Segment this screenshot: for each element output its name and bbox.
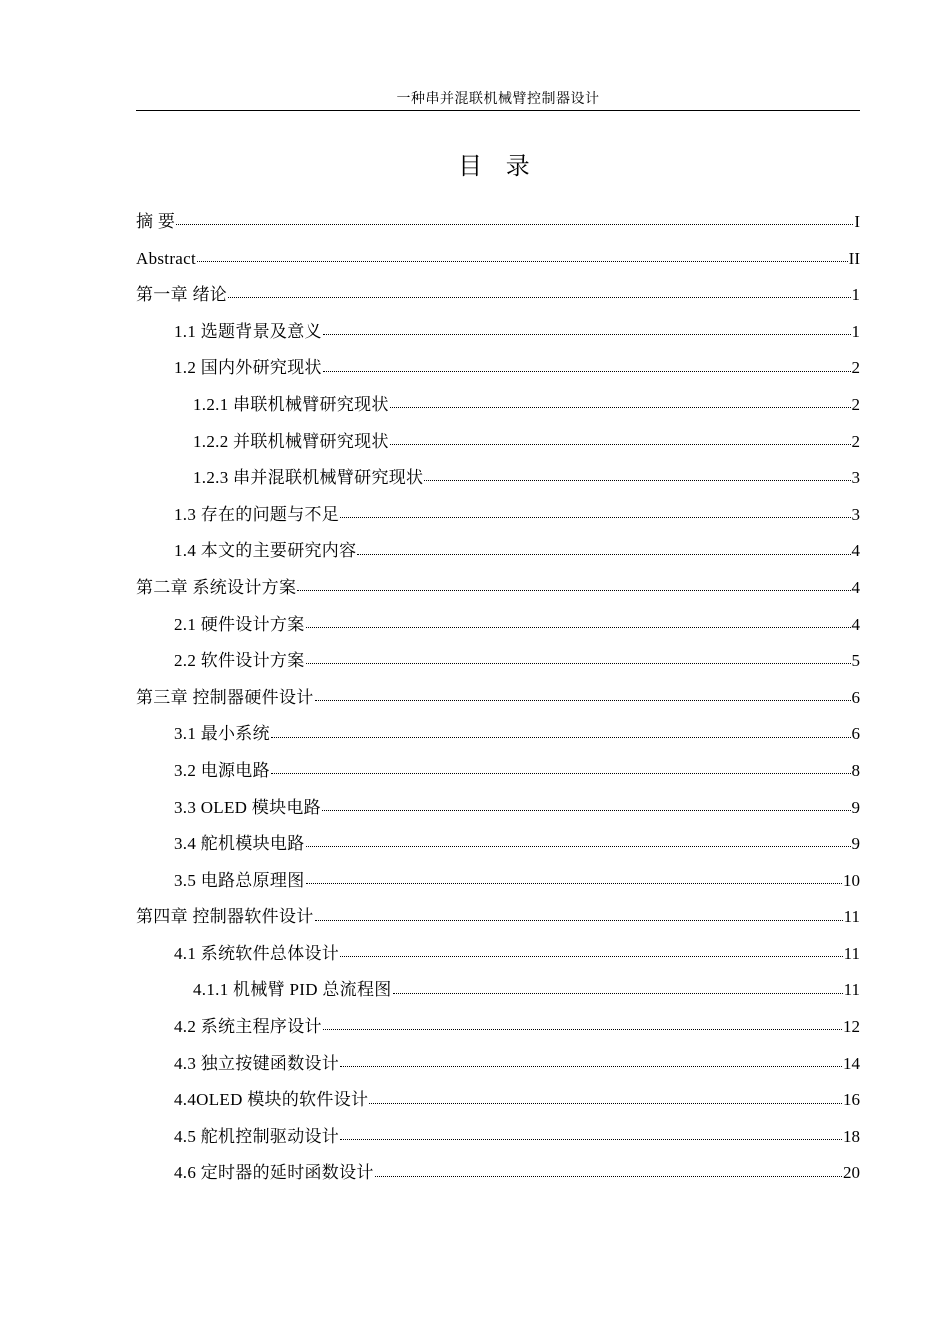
toc-entry-page-number: 2	[851, 394, 860, 414]
toc-entry-page-number: 6	[851, 724, 860, 744]
toc-entry[interactable]	[136, 460, 860, 497]
toc-dot-leader	[390, 406, 851, 408]
toc-entry-page-number: 1	[851, 321, 860, 341]
toc-entry-label: 第三章 控制器硬件设计	[136, 687, 314, 707]
toc-entry-page-number: 16	[843, 1090, 860, 1110]
toc-entry[interactable]	[136, 204, 860, 241]
toc-dot-leader	[228, 296, 850, 298]
toc-dot-leader	[322, 809, 851, 811]
toc-entry-page-number: 4	[851, 614, 860, 634]
toc-entry-label: 3.2 电源电路	[174, 760, 270, 780]
toc-entry[interactable]	[136, 826, 860, 863]
toc-entry[interactable]	[136, 1009, 860, 1046]
toc-entry-label: 4.2 系统主程序设计	[174, 1017, 322, 1037]
toc-dot-leader	[297, 589, 850, 591]
toc-entry-page-number: 11	[843, 980, 860, 1000]
toc-entry-label: 3.1 最小系统	[174, 724, 270, 744]
toc-entry[interactable]	[136, 314, 860, 351]
header-title: 一种串并混联机械臂控制器设计	[396, 92, 600, 107]
toc-dot-leader	[393, 992, 843, 994]
toc-entry-page-number: 3	[851, 504, 860, 524]
toc-entry-label: 4.6 定时器的延时函数设计	[174, 1163, 374, 1183]
toc-entry-label: 摘 要	[136, 212, 176, 231]
toc-dot-leader	[306, 626, 851, 628]
toc-entry-page-number: 4	[851, 577, 860, 597]
toc-entry-label: 1.1 选题背景及意义	[174, 321, 322, 341]
toc-entry-page-number: 14	[843, 1053, 860, 1073]
toc-entry[interactable]	[136, 1155, 860, 1192]
toc-entry-page-number: 11	[843, 943, 860, 963]
toc-entry-label: 2.1 硬件设计方案	[174, 614, 305, 634]
toc-dot-leader	[271, 736, 851, 738]
toc-entry-page-number: 11	[843, 907, 860, 927]
toc-dot-leader	[357, 553, 850, 555]
toc-dot-leader	[323, 1028, 842, 1030]
toc-entry[interactable]	[136, 424, 860, 461]
toc-entry[interactable]	[136, 497, 860, 534]
toc-entry[interactable]	[136, 643, 860, 680]
toc-dot-leader	[271, 772, 851, 774]
toc-entry[interactable]	[136, 570, 860, 607]
toc-dot-leader	[390, 443, 851, 445]
toc-dot-leader	[340, 1065, 842, 1067]
toc-entry[interactable]	[136, 716, 860, 753]
toc-entry-page-number: I	[854, 212, 860, 231]
toc-entry[interactable]	[136, 863, 860, 900]
toc-entry-label: 1.2.2 并联机械臂研究现状	[193, 431, 389, 451]
toc-dot-leader	[197, 260, 848, 262]
toc-entry[interactable]	[136, 899, 860, 936]
toc-entry-page-number: 8	[851, 760, 860, 780]
toc-entry-page-number: 12	[843, 1017, 860, 1037]
toc-entry-label: 1.2.3 串并混联机械臂研究现状	[193, 468, 424, 488]
toc-entry-label: 3.4 舵机模块电路	[174, 834, 305, 854]
toc-entry-label: 第四章 控制器软件设计	[136, 907, 314, 927]
toc-dot-leader	[306, 662, 851, 664]
toc-entry[interactable]	[136, 972, 860, 1009]
toc-dot-leader	[315, 699, 851, 701]
toc-entry[interactable]	[136, 607, 860, 644]
toc-entry[interactable]	[136, 1082, 860, 1119]
toc-dot-leader	[323, 370, 851, 372]
toc-entry-label: 3.5 电路总原理图	[174, 870, 305, 890]
toc-dot-leader	[375, 1175, 842, 1177]
toc-entry-page-number: II	[848, 248, 860, 268]
toc-entry-page-number: 10	[843, 870, 860, 890]
toc-entry-page-number: 2	[851, 358, 860, 378]
toc-title: 目 录	[458, 152, 538, 180]
toc-entry-page-number: 6	[851, 687, 860, 707]
table-of-contents	[136, 204, 860, 1192]
toc-entry-label: Abstract	[136, 248, 196, 268]
toc-entry[interactable]	[136, 350, 860, 387]
toc-entry-label: 1.4 本文的主要研究内容	[174, 541, 357, 561]
toc-entry-label: 4.1.1 机械臂 PID 总流程图	[193, 980, 392, 1000]
toc-entry-page-number: 9	[851, 834, 860, 854]
toc-entry-label: 2.2 软件设计方案	[174, 651, 305, 671]
toc-dot-leader	[340, 1138, 842, 1140]
toc-entry-page-number: 4	[851, 541, 860, 561]
toc-entry-label: 1.2 国内外研究现状	[174, 358, 322, 378]
toc-entry[interactable]	[136, 277, 860, 314]
toc-dot-leader	[340, 955, 843, 957]
toc-entry-label: 第二章 系统设计方案	[136, 577, 297, 597]
toc-entry[interactable]	[136, 1046, 860, 1083]
toc-dot-leader	[369, 1102, 842, 1104]
toc-entry[interactable]	[136, 533, 860, 570]
toc-dot-leader	[176, 223, 853, 225]
toc-entry-label: 4.5 舵机控制驱动设计	[174, 1126, 340, 1146]
toc-entry[interactable]	[136, 936, 860, 973]
toc-entry-page-number: 1	[851, 285, 860, 305]
toc-entry-label: 第一章 绪论	[136, 285, 228, 305]
toc-entry[interactable]	[136, 1119, 860, 1156]
toc-dot-leader	[323, 333, 851, 335]
toc-entry-label: 3.3 OLED 模块电路	[174, 797, 321, 817]
toc-dot-leader	[315, 919, 843, 921]
toc-entry-page-number: 3	[851, 468, 860, 488]
toc-entry-label: 1.2.1 串联机械臂研究现状	[193, 394, 389, 414]
toc-entry-page-number: 9	[851, 797, 860, 817]
toc-dot-leader	[340, 516, 850, 518]
toc-entry[interactable]	[136, 241, 860, 278]
toc-entry-label: 4.4OLED 模块的软件设计	[174, 1090, 369, 1110]
toc-entry-page-number: 2	[851, 431, 860, 451]
toc-dot-leader	[306, 845, 851, 847]
toc-entry-label: 4.1 系统软件总体设计	[174, 943, 340, 963]
toc-dot-leader	[306, 882, 843, 884]
page-header	[136, 90, 860, 111]
toc-entry[interactable]	[136, 680, 860, 717]
toc-entry[interactable]	[136, 387, 860, 424]
toc-entry-page-number: 5	[851, 651, 860, 671]
toc-entry[interactable]	[136, 790, 860, 827]
toc-entry[interactable]	[136, 753, 860, 790]
toc-dot-leader	[424, 479, 850, 481]
toc-entry-page-number: 20	[843, 1163, 860, 1183]
toc-entry-page-number: 18	[843, 1126, 860, 1146]
toc-entry-label: 4.3 独立按键函数设计	[174, 1053, 340, 1073]
toc-entry-label: 1.3 存在的问题与不足	[174, 504, 340, 524]
